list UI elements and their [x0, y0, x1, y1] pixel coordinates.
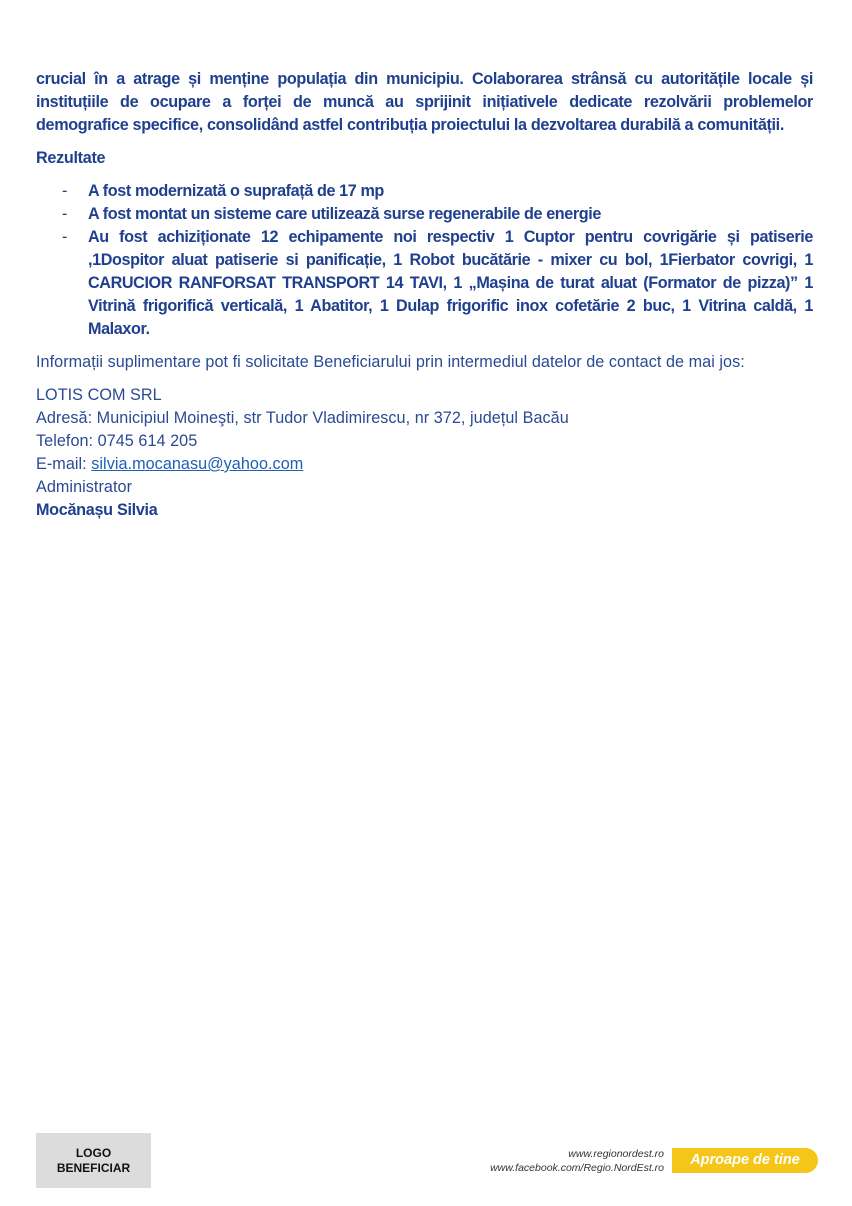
contact-role: Administrator [36, 478, 133, 496]
list-item [36, 226, 813, 341]
logo-line-1: LOGO [75, 1145, 112, 1160]
email-label: E-mail: [36, 455, 92, 473]
result-text: A fost montat un sisteme care utilizează surse regenerabile de energie [88, 205, 601, 223]
results-list [36, 180, 813, 341]
logo-line-2: BENEFICIAR [56, 1160, 131, 1175]
intro-paragraph: crucial în a atrage și menține populația din municipiu. Colaborarea strânsă cu autoritățile locale și instituțiile de ocupare a forței de muncă au sprijinit inițiativele dedicate rezolvării problemelor demografice specifice, consolidând astfel contribuția proiectului la dezvoltarea durabilă a comunității. [36, 70, 813, 134]
result-text: Au fost achiziționate 12 echipamente noi respectiv 1 Cuptor pentru covrigărie și patiserie ,1Dospitor aluat patiserie si panificație, 1 Robot bucătărie - mixer cu bol, 1Fierbator covrigi, 1 CARUCIOR RANFORSAT TRANSPORT 14 TAVI, 1 „Mașina de turat aluat (Formator de pizza)” 1 Vitrină frigorifică verticală, 1 Abatitor, 1 Dulap frigorific inox cofetărie 2 buc, 1 Vitrina caldă, 1 Malaxor. [88, 228, 813, 338]
contact-name: Mocănașu Silvia [36, 501, 158, 519]
list-item [36, 203, 813, 226]
facebook-link[interactable]: www.facebook.com/Regio.NordEst.ro [490, 1162, 664, 1174]
info-text: Informații suplimentare pot fi solicitate Beneficiarului prin intermediul datelor de contact de mai jos: [36, 353, 745, 371]
results-heading: Rezultate [36, 149, 106, 167]
bullet-dash: - [62, 228, 67, 246]
footer-links [490, 1147, 664, 1175]
bullet-dash: - [62, 205, 67, 223]
website-link[interactable]: www.regionordest.ro [568, 1148, 664, 1160]
company-name: LOTIS COM SRL [36, 386, 162, 404]
contact-block [36, 384, 813, 522]
list-item [36, 180, 813, 203]
slogan-badge: Aproape de tine [672, 1148, 818, 1173]
email-link[interactable]: silvia.mocanasu@yahoo.com [91, 455, 304, 473]
beneficiary-logo-placeholder [36, 1133, 151, 1188]
address: Adresă: Municipiul Moineşti, str Tudor Vladimirescu, nr 372, județul Bacău [36, 409, 569, 427]
result-text: A fost modernizată o suprafață de 17 mp [88, 182, 384, 200]
document-body [36, 68, 813, 522]
phone: Telefon: 0745 614 205 [36, 432, 198, 450]
email-line [36, 453, 813, 476]
bullet-dash: - [62, 182, 67, 200]
